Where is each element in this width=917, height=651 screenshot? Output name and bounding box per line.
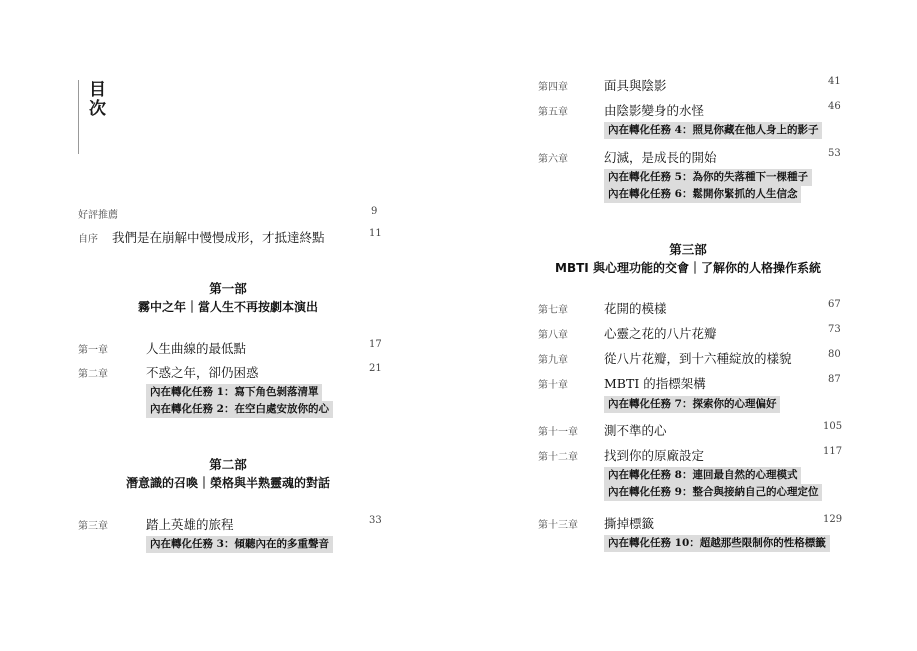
page-number: 87 [828,374,841,385]
toc-entry-chapter-11[interactable] [538,421,843,439]
toc-entry-chapter-2[interactable] [78,363,382,381]
chapter-label: 第六章 [538,154,568,165]
page-number: 73 [828,324,841,335]
chapter-title: MBTI 的指標架構 [604,376,706,391]
toc-entry-chapter-9[interactable] [538,349,841,367]
page-number: 117 [823,446,843,457]
page-number: 53 [828,148,841,159]
chapter-label: 第十一章 [538,427,578,438]
chapter-label: 第十章 [538,380,568,391]
chapter-title: 面具與陰影 [604,78,667,93]
mission-8[interactable]: 內在轉化任務 8：連回最自然的心理模式 [604,467,801,484]
chapter-title: 心靈之花的八片花瓣 [604,326,717,341]
chapter-label: 第七章 [538,305,568,316]
toc-entry-chapter-12[interactable] [538,446,843,464]
toc-entry-chapter-4[interactable] [538,76,841,94]
part-heading-1 [78,280,378,316]
chapter-title: 幻滅，是成長的開始 [604,150,717,165]
page-number: 9 [371,206,378,217]
part-title: 第二部 [209,457,247,472]
chapter-title: 撕掉標籤 [604,516,655,531]
page-number: 11 [369,228,382,239]
toc-entry-preface[interactable] [78,228,382,246]
chapter-title: 由陰影變身的水怪 [604,103,705,118]
chapter-label: 第八章 [538,330,568,341]
mission-7[interactable]: 內在轉化任務 7：探索你的心理偏好 [604,396,780,413]
part-title: 第三部 [669,242,707,257]
mission-6[interactable]: 內在轉化任務 6：鬆開你緊抓的人生信念 [604,186,801,203]
page-number: 21 [369,363,382,374]
chapter-title: 測不準的心 [604,423,667,438]
toc-title: 目次 [85,80,105,118]
chapter-title: 找到你的原廠設定 [604,448,705,463]
chapter-label: 第三章 [78,521,108,532]
chapter-label: 第一章 [78,345,108,356]
page-number: 67 [828,299,841,310]
toc-entry-chapter-8[interactable] [538,324,841,342]
part-heading-2 [78,456,378,492]
toc-entry-chapter-3[interactable] [78,515,382,533]
page-number: 41 [828,76,841,87]
entry-title: 我們是在崩解中慢慢成形，才抵達終點 [112,230,325,245]
entry-label: 好評推薦 [78,210,118,221]
page-number: 33 [369,515,382,526]
mission-5[interactable]: 內在轉化任務 5：為你的失落種下一棵種子 [604,169,812,186]
toc-entry-chapter-10[interactable] [538,374,841,392]
mission-2[interactable]: 內在轉化任務 2：在空白處安放你的心 [146,401,333,418]
page-number: 105 [823,421,843,432]
chapter-title: 從八片花瓣，到十六種綻放的樣貌 [604,351,792,366]
chapter-label: 第五章 [538,107,568,118]
page-number: 80 [828,349,841,360]
chapter-title: 人生曲線的最低點 [146,341,247,356]
toc-entry-chapter-1[interactable] [78,339,382,357]
part-title: 第一部 [209,281,247,296]
chapter-label: 第二章 [78,369,108,380]
right-page [458,0,917,651]
part-subtitle: MBTI 與心理功能的交會｜了解你的人格操作系統 [555,261,821,275]
toc-entry-chapter-13[interactable] [538,514,843,532]
mission-10[interactable]: 內在轉化任務 10：超越那些限制你的性格標籤 [604,535,830,552]
chapter-label: 第十三章 [538,520,578,531]
chapter-title: 花開的模樣 [604,301,667,316]
page-number: 17 [369,339,382,350]
page-number: 129 [823,514,843,525]
mission-9[interactable]: 內在轉化任務 9：整合與接納自己的心理定位 [604,484,822,501]
chapter-label: 第九章 [538,355,568,366]
toc-entry-recommendations[interactable] [78,206,378,221]
part-subtitle: 潛意識的召喚｜榮格與半熟靈魂的對話 [125,476,330,490]
left-page [0,0,458,651]
toc-entry-chapter-5[interactable] [538,101,841,119]
toc-entry-chapter-7[interactable] [538,299,841,317]
chapter-label: 第十二章 [538,452,578,463]
mission-3[interactable]: 內在轉化任務 3：傾聽內在的多重聲音 [146,536,333,553]
chapter-title: 踏上英雄的旅程 [146,517,234,532]
entry-label: 自序 [78,234,98,245]
page-number: 46 [828,101,841,112]
chapter-label: 第四章 [538,82,568,93]
mission-4[interactable]: 內在轉化任務 4：照見你藏在他人身上的影子 [604,122,822,139]
chapter-title: 不惑之年，卻仍困惑 [146,365,259,380]
part-heading-3 [538,241,838,277]
title-rule [78,80,79,154]
mission-1[interactable]: 內在轉化任務 1：寫下角色剝落清單 [146,384,322,401]
toc-entry-chapter-6[interactable] [538,148,841,166]
part-subtitle: 霧中之年｜當人生不再按劇本演出 [137,300,318,314]
